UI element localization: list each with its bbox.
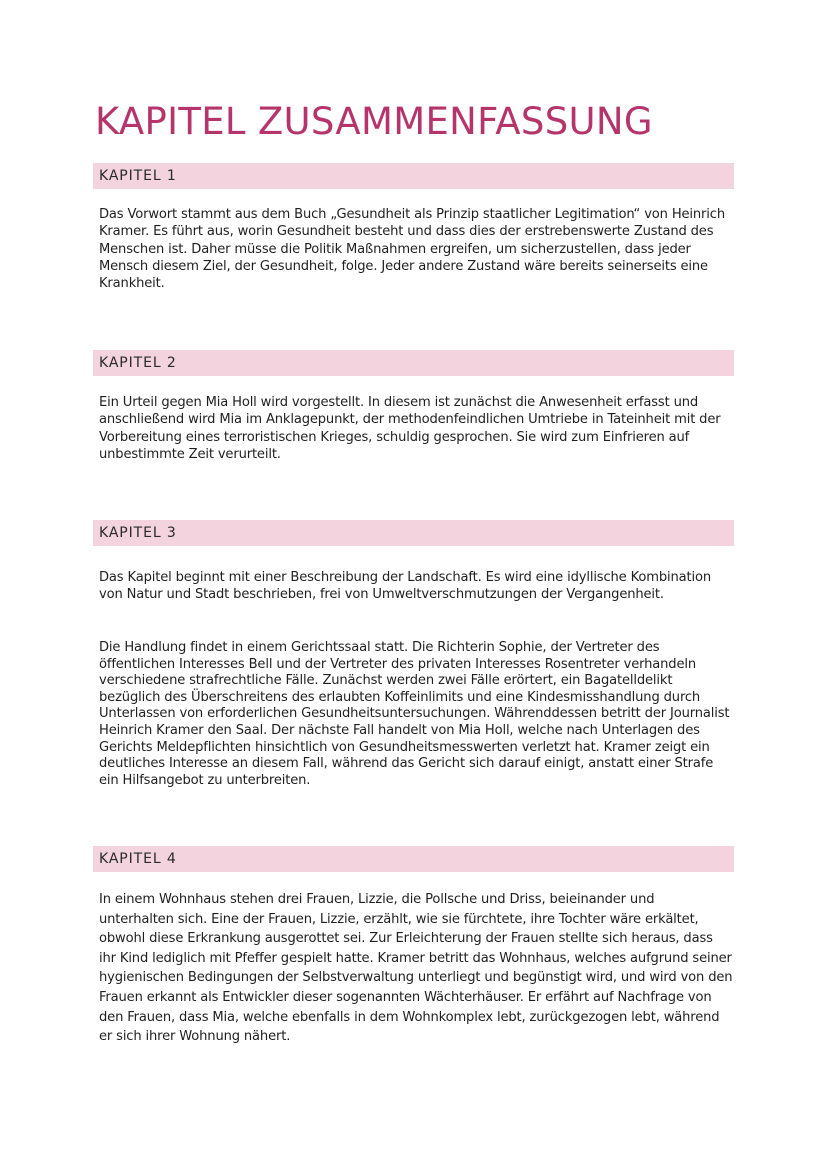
- section-paragraph: Ein Urteil gegen Mia Holl wird vorgestellt. In diesem ist zunächst die Anwesenheit erfasst und anschließend wird Mia im Anklagepunkt, der methodenfeindlichen Umtriebe in Tateinheit mit der Vorbereitung eines terroristischen Krieges, schuldig gesprochen. Sie wird zum Einfrieren auf unbestimmte Zeit verurteilt.: [99, 395, 721, 462]
- section-paragraph: In einem Wohnhaus stehen drei Frauen, Lizzie, die Pollsche und Driss, beieinander und unterhalten sich. Eine der Frauen, Lizzie, erzählt, wie sie fürchtete, ihre Tochter wäre erkältet, obwohl diese Erkrankung ausgerottet sei. Zur Erleichterung der Frauen stellte sich heraus, dass ihr Kind lediglich mit Pfeffer gespielt hatte. Kramer betritt das Wohnhaus, welches aufgrund seiner hygienischen Bedingungen der Selbstverwaltung unterliegt und begünstigt wird, und wird von den Frauen erkannt als Entwickler dieser sogenannten Wächterhäuser. Er erfährt auf Nachfrage von den Frauen, dass Mia, welche ebenfalls in dem Wohnkomplex lebt, zurückgezogen lebt, während er sich ihrer Wohnung nähert.: [99, 892, 733, 1045]
- section-heading-bar-kapitel-3: [93, 520, 734, 546]
- section-heading-bar-kapitel-1: [93, 163, 734, 189]
- section-paragraph: Das Vorwort stammt aus dem Buch „Gesundheit als Prinzip staatlicher Legitimation“ von Heinrich Kramer. Es führt aus, worin Gesundheit besteht und dass dies der erstrebenswerte Zustand des Menschen ist. Daher müsse die Politik Maßnahmen ergreifen, um sicherzustellen, dass jeder Mensch diesem Ziel, der Gesundheit, folge. Jeder andere Zustand wäre bereits seinerseits eine Krankheit.: [99, 207, 725, 292]
- section-paragraph: Das Kapitel beginnt mit einer Beschreibung der Landschaft. Es wird eine idyllische Kombination von Natur und Stadt beschrieben, frei von Umweltverschmutzungen der Vergangenheit.: [99, 570, 711, 602]
- section-heading: KAPITEL 2: [99, 355, 177, 371]
- section-heading: KAPITEL 4: [99, 851, 177, 867]
- section-heading-bar-kapitel-2: [93, 350, 734, 376]
- section-heading-bar-kapitel-4: [93, 846, 734, 872]
- section-paragraph: Die Handlung findet in einem Gerichtssaal statt. Die Richterin Sophie, der Vertreter des öffentlichen Interesses Bell und der Vertreter des privaten Interesses Rosentreter verhandeln verschiedene strafrechtliche Fälle. Zunächst werden zwei Fälle erörtert, ein Bagatelldelikt bezüglich des Überschreitens des erlaubten Koffeinlimits und eine Kindesmisshandlung durch Unterlassen von erforderlichen Gesundheitsuntersuchungen. Währenddessen betritt der Journalist Heinrich Kramer den Saal. Der nächste Fall handelt von Mia Holl, welche nach Unterlagen des Gerichts Meldepflichten hinsichtlich von Gesundheitsmesswerten verletzt hat. Kramer zeigt ein deutliches Interesse an diesem Fall, während das Gericht sich darauf einigt, anstatt einer Strafe ein Hilfsangebot zu unterbreiten.: [99, 640, 730, 788]
- section-heading: KAPITEL 3: [99, 525, 177, 541]
- section-heading: KAPITEL 1: [99, 168, 177, 184]
- document-title: KAPITEL ZUSAMMENFASSUNG: [95, 100, 653, 143]
